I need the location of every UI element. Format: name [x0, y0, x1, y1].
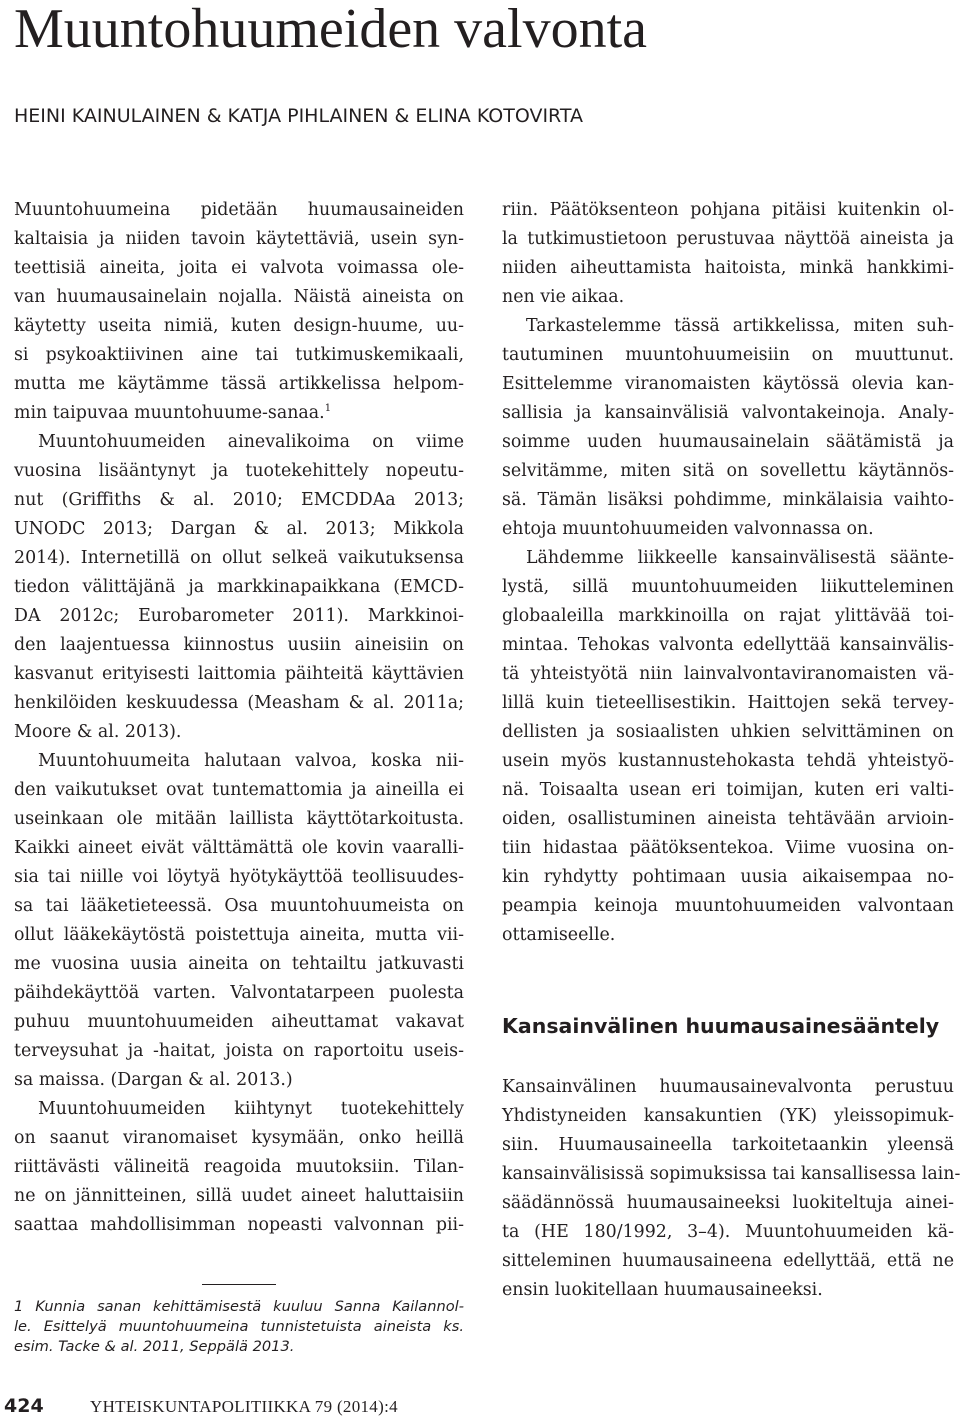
text-line: Muuntohuumeita halutaan valvoa, koska nii- — [38, 751, 464, 771]
text-line: usein myös kustannustehokasta tehdä yhteistyö- — [502, 751, 954, 771]
text-line: terveysuhat ja -haitat, joista on raportoitu useis- — [14, 1041, 464, 1061]
text-line: peampia keinoja muuntohuumeiden valvontaan — [502, 896, 954, 916]
text-line: Tarkastelemme tässä artikkelissa, miten suh- — [526, 316, 954, 336]
text-line: sia tai niille voi löytyä hyötykäyttöä teollisuudes- — [14, 867, 464, 887]
text-line: den laajentuessa kiinnostus uusiin aineisiin on — [14, 635, 464, 655]
text-line: Moore & al. 2013). — [14, 722, 182, 742]
text-line: riittävästi välineitä reagoida muutoksiin. Tilan- — [14, 1157, 464, 1177]
text-line: ensin luokitellaan huumausaineeksi. — [502, 1280, 823, 1300]
text-line: kansainvälisissä sopimuksissa tai kansallisessa lain- — [502, 1164, 960, 1184]
text-line: globaaleilla markkinoilla on rajat ylittävää toi- — [502, 606, 954, 626]
text-line: niiden aiheuttamista haitoista, minkä hankkimi- — [502, 258, 954, 278]
text-line: esim. Tacke & al. 2011, Seppälä 2013. — [14, 1338, 295, 1355]
text-line: tautuminen muuntohuumeisiin on muuttunut. — [502, 345, 954, 365]
text-line: ollut lääkekäytöstä poistettuja aineita, mutta vii- — [14, 925, 464, 945]
text-line: päihdekäyttöä varten. Valvontatarpeen puolesta — [14, 983, 464, 1003]
text-line: den vaikutukset ovat tuntemattomia ja aineilla ei — [14, 780, 464, 800]
text-line: Muuntohuumeiden ainevalikoima on viime — [38, 432, 464, 452]
text-line: la tutkimustietoon perustuvaa näyttöä aineista ja — [502, 229, 954, 249]
text-line: henkilöiden keskuudessa (Measham & al. 2011a; — [14, 693, 464, 713]
text-line: le. Esittelyä muuntohuumeina tunnistetuista aineista ks. — [14, 1318, 464, 1335]
text-line: 2014). Internetillä on ollut selkeä vaikutuksensa — [14, 548, 464, 568]
text-line: sitteleminen huumausaineena edellyttää, että ne — [502, 1251, 954, 1271]
footnote-marker: 1 — [324, 403, 332, 415]
text-line: sa tai lääketieteessä. Osa muuntohuumeista on — [14, 896, 464, 916]
text-line: Muuntohuumeina pidetään huumausaineiden — [14, 200, 464, 220]
text-line: nen vie aikaa. — [502, 287, 625, 307]
text-line: ne on jännitteinen, sillä uudet aineet haluttaisiin — [14, 1186, 464, 1206]
page-number: 424 — [4, 1395, 44, 1417]
text-line: lillä kuin tieteellisestikin. Haittojen sekä tervey- — [502, 693, 954, 713]
text-line: Kansainvälinen huumausainevalvonta perustuu — [502, 1077, 954, 1097]
text-line: me vuosina uusia aineita on tehtailtu jatkuvasti — [14, 954, 464, 974]
text-line: kin ryhdytty pohtimaan uusia aikaisempaa no- — [502, 867, 954, 887]
footnote-rule — [202, 1284, 276, 1285]
text-line: vuosina lisääntynyt ja tuotekehittely nopeutu- — [14, 461, 464, 481]
section-heading: Kansainvälinen huumausainesääntely — [502, 1014, 940, 1038]
text-line: riin. Päätöksenteon pohjana pitäisi kuitenkin ol- — [502, 200, 954, 220]
text-line: teettisiä aineita, joita ei valvota voimassa ole- — [14, 258, 464, 278]
text-line: soimme uuden huumausainelain säätämistä ja — [502, 432, 954, 452]
text-line: mutta me käytämme tässä artikkelissa helpom- — [14, 374, 464, 394]
text-line: si psykoaktiivinen aine tai tutkimuskemikaali, — [14, 345, 464, 365]
text-line: ottamiseelle. — [502, 925, 616, 945]
authors: HEINI KAINULAINEN & KATJA PIHLAINEN & ELINA KOTOVIRTA — [14, 105, 583, 127]
text-line: tä yhteistyötä niin lainvalvontaviranomaisten vä- — [502, 664, 954, 684]
footnote — [14, 1297, 464, 1357]
text-line: tiedon välittäjänä ja markkinapaikkana (EMCD- — [14, 577, 464, 597]
text-line: Kaikki aineet eivät välttämättä ole kovin vaaralli- — [14, 838, 464, 858]
text-line: saattaa mahdollisimman nopeasti valvonnan pii- — [14, 1215, 464, 1235]
journal-name: YHTEISKUNTAPOLITIIKKA 79 (2014):4 — [90, 1397, 398, 1416]
text-line: UNODC 2013; Dargan & al. 2013; Mikkola — [14, 519, 464, 539]
text-line: Esittelemme viranomaisten käytössä olevia kan- — [502, 374, 954, 394]
page-title: Muuntohuumeiden valvonta — [14, 0, 648, 60]
text-line: puhuu muuntohuumeiden aiheuttamat vakavat — [14, 1012, 464, 1032]
text-line: DA 2012c; Eurobarometer 2011). Markkinoi- — [14, 606, 464, 626]
text-line: kasvanut erityisesti laittomia päihteitä käyttävien — [14, 664, 464, 684]
text-line: dellisten ja sosiaalisten uhkien selvittäminen on — [502, 722, 954, 742]
page-footer — [0, 1393, 600, 1419]
text-line: van huumausainelain nojalla. Näistä aineista on — [14, 287, 464, 307]
text-line: sä. Tämän lisäksi pohdimme, minkälaisia vaihto- — [502, 490, 954, 510]
text-line: käytetty useita nimiä, kuten design-huume, uu- — [14, 316, 464, 336]
text-line: Lähdemme liikkeelle kansainvälisestä säänte- — [526, 548, 954, 568]
text-line: selvitämme, miten sitä on sovellettu käytännös- — [502, 461, 954, 481]
text-line: nä. Toisaalta usean eri toimijan, kuten eri valti- — [502, 780, 954, 800]
text-line: siin. Huumausaineella tarkoitetaankin yleensä — [502, 1135, 954, 1155]
text-line: lystä, sillä muuntohuumeiden liikutteleminen — [502, 577, 954, 597]
text-line: ehtoja muuntohuumeiden valvonnassa on. — [502, 519, 874, 539]
text-line: ta (HE 180/1992, 3–4). Muuntohuumeiden kä- — [502, 1222, 954, 1242]
text-line: tiin hidastaa päätöksentekoa. Viime vuosina on- — [502, 838, 954, 858]
text-line: säädännössä huumausaineeksi luokiteltuja ainei- — [502, 1193, 954, 1213]
text-line: useinkaan ole mitään laillista käyttötarkoitusta. — [14, 809, 464, 829]
right-column — [502, 196, 954, 950]
text-line: nut (Griffiths & al. 2010; EMCDDAa 2013; — [14, 490, 464, 510]
text-line: kaltaisia ja niiden tavoin käytettäviä, usein syn- — [14, 229, 464, 249]
text-line: oiden, osallistuminen aineista tehtävään arvioin- — [502, 809, 954, 829]
text-line: 1 Kunnia sanan kehittämisestä kuuluu Sanna Kailannol- — [14, 1298, 464, 1315]
section-body — [502, 1073, 960, 1305]
text-line: Muuntohuumeiden kiihtynyt tuotekehittely — [38, 1099, 464, 1119]
text-line: mintaa. Tehokas valvonta edellyttää kansainvälis- — [502, 635, 954, 655]
text-line: min taipuvaa muuntohuume-sanaa.$^1$ — [14, 403, 332, 423]
text-line: sa maissa. (Dargan & al. 2013.) — [14, 1070, 293, 1090]
text-line: Yhdistyneiden kansakuntien (YK) yleissopimuk- — [502, 1106, 954, 1126]
text-line: on saanut viranomaiset kysymään, onko heillä — [14, 1128, 464, 1148]
text-line: sallisia ja kansainvälisiä valvontakeinoja. Analy- — [502, 403, 954, 423]
left-column — [14, 196, 464, 1240]
